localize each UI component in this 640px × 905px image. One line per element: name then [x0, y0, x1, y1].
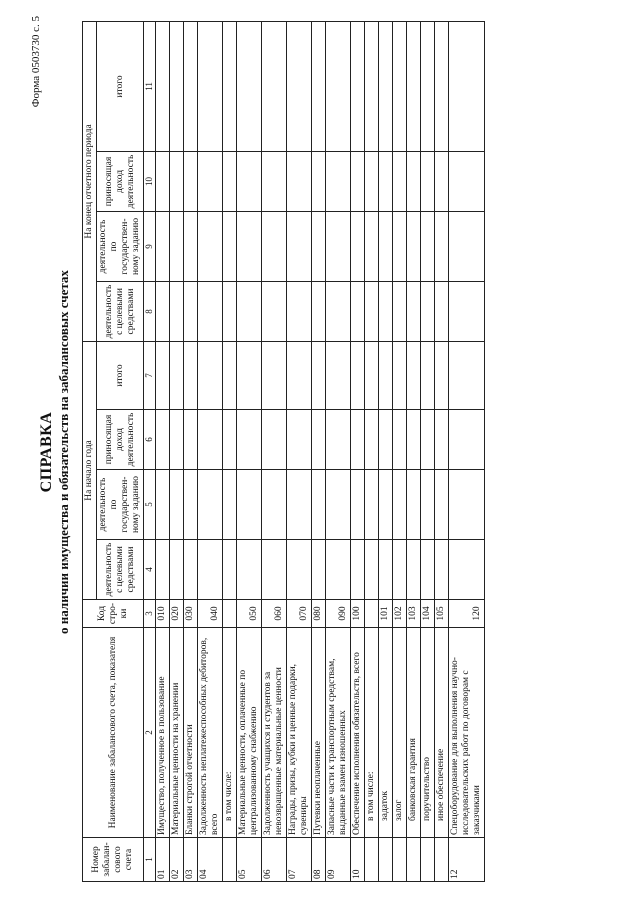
header-start-state: деятельность по государствен-ному заданию	[97, 470, 144, 540]
column-number: 11	[144, 21, 156, 151]
value-cell	[393, 281, 407, 341]
document-subtitle: о наличии имущества и обязательств на забалансовых счетах	[56, 270, 71, 634]
table-row	[262, 21, 287, 881]
value-cell	[184, 151, 198, 211]
table-body	[156, 21, 485, 881]
header-start-total: итого	[97, 341, 144, 409]
value-cell	[421, 21, 435, 151]
value-cell	[393, 21, 407, 151]
account-number-cell: 12	[449, 838, 485, 882]
line-code-cell: 090	[326, 600, 351, 628]
account-number-cell	[393, 838, 407, 882]
document-title: СПРАВКА	[38, 411, 55, 493]
line-code-cell: 030	[184, 600, 198, 628]
table-row	[435, 21, 449, 881]
account-number-cell: 04	[198, 838, 223, 882]
value-cell	[379, 341, 393, 409]
indicator-name-cell: Задолженность неплатежеспособных дебиторов, всего	[198, 628, 223, 838]
value-cell	[170, 281, 184, 341]
value-cell	[351, 151, 365, 211]
value-cell	[365, 341, 379, 409]
value-cell	[170, 151, 184, 211]
value-cell	[326, 281, 351, 341]
value-cell	[326, 341, 351, 409]
value-cell	[287, 410, 312, 470]
value-cell	[351, 21, 365, 151]
indicator-name-cell: Задолженность учащихся и студентов за невозвращенные материальные ценности	[262, 628, 287, 838]
value-cell	[262, 341, 287, 409]
line-code-cell	[223, 600, 237, 628]
value-cell	[393, 341, 407, 409]
table-row	[379, 21, 393, 881]
value-cell	[237, 540, 262, 600]
value-cell	[379, 21, 393, 151]
value-cell	[326, 211, 351, 281]
value-cell	[198, 540, 223, 600]
value-cell	[407, 410, 421, 470]
column-number: 5	[144, 470, 156, 540]
value-cell	[365, 211, 379, 281]
account-number-cell	[365, 838, 379, 882]
value-cell	[198, 410, 223, 470]
value-cell	[287, 211, 312, 281]
table-row	[351, 21, 365, 881]
value-cell	[170, 470, 184, 540]
value-cell	[184, 470, 198, 540]
value-cell	[435, 540, 449, 600]
table-row	[326, 21, 351, 881]
value-cell	[435, 21, 449, 151]
value-cell	[223, 540, 237, 600]
indicator-name-cell: Спецоборудование для выполнения научно-исследовательских работ по договорам с заказчиками	[449, 628, 485, 838]
line-code-cell: 105	[435, 600, 449, 628]
value-cell	[326, 470, 351, 540]
value-cell	[351, 470, 365, 540]
table-row	[237, 21, 262, 881]
table-row	[407, 21, 421, 881]
value-cell	[407, 21, 421, 151]
indicator-name-cell: залог	[393, 628, 407, 838]
value-cell	[223, 281, 237, 341]
value-cell	[237, 281, 262, 341]
account-number-cell	[421, 838, 435, 882]
value-cell	[449, 21, 485, 151]
value-cell	[184, 540, 198, 600]
value-cell	[262, 540, 287, 600]
table-row	[287, 21, 312, 881]
value-cell	[156, 211, 170, 281]
value-cell	[198, 281, 223, 341]
indicator-name-cell: в том числе:	[365, 628, 379, 838]
value-cell	[393, 211, 407, 281]
value-cell	[407, 540, 421, 600]
header-end-target: деятельность с целевыми средствами	[97, 281, 144, 341]
value-cell	[198, 211, 223, 281]
line-code-cell: 060	[262, 600, 287, 628]
value-cell	[156, 540, 170, 600]
table-row	[365, 21, 379, 881]
value-cell	[223, 21, 237, 151]
column-number: 1	[144, 838, 156, 882]
value-cell	[393, 151, 407, 211]
value-cell	[326, 540, 351, 600]
value-cell	[435, 410, 449, 470]
line-code-cell: 020	[170, 600, 184, 628]
value-cell	[421, 410, 435, 470]
value-cell	[421, 211, 435, 281]
value-cell	[365, 151, 379, 211]
value-cell	[156, 341, 170, 409]
header-end-total: итого	[97, 21, 144, 151]
value-cell	[365, 470, 379, 540]
value-cell	[407, 211, 421, 281]
value-cell	[407, 470, 421, 540]
value-cell	[421, 281, 435, 341]
value-cell	[449, 211, 485, 281]
indicator-name-cell: Имущество, полученное в пользование	[156, 628, 170, 838]
table-row	[170, 21, 184, 881]
value-cell	[156, 151, 170, 211]
value-cell	[262, 21, 287, 151]
indicator-name-cell: Бланки строгой отчетности	[184, 628, 198, 838]
value-cell	[393, 540, 407, 600]
value-cell	[449, 540, 485, 600]
value-cell	[421, 341, 435, 409]
line-code-cell: 040	[198, 600, 223, 628]
value-cell	[365, 410, 379, 470]
value-cell	[449, 470, 485, 540]
value-cell	[223, 211, 237, 281]
line-code-cell: 010	[156, 600, 170, 628]
indicator-name-cell: в том числе:	[223, 628, 237, 838]
account-number-cell: 06	[262, 838, 287, 882]
line-code-cell: 101	[379, 600, 393, 628]
value-cell	[379, 281, 393, 341]
value-cell	[379, 151, 393, 211]
value-cell	[156, 281, 170, 341]
value-cell	[287, 341, 312, 409]
header-end-of-period: На конец отчетного периода	[83, 21, 97, 341]
column-number: 7	[144, 341, 156, 409]
value-cell	[326, 410, 351, 470]
value-cell	[262, 470, 287, 540]
value-cell	[237, 470, 262, 540]
table-row	[449, 21, 485, 881]
value-cell	[407, 281, 421, 341]
value-cell	[223, 341, 237, 409]
value-cell	[393, 470, 407, 540]
value-cell	[435, 151, 449, 211]
value-cell	[223, 470, 237, 540]
indicator-name-cell: задаток	[379, 628, 393, 838]
value-cell	[421, 540, 435, 600]
value-cell	[312, 281, 326, 341]
value-cell	[312, 151, 326, 211]
account-number-cell: 03	[184, 838, 198, 882]
value-cell	[393, 410, 407, 470]
value-cell	[351, 281, 365, 341]
account-number-cell	[407, 838, 421, 882]
value-cell	[170, 410, 184, 470]
header-name: Наименование забалансового счета, показателя	[83, 628, 144, 838]
value-cell	[407, 151, 421, 211]
account-number-cell: 05	[237, 838, 262, 882]
value-cell	[421, 151, 435, 211]
value-cell	[287, 281, 312, 341]
value-cell	[379, 410, 393, 470]
header-code: Код стро-ки	[83, 600, 144, 628]
line-code-cell: 050	[237, 600, 262, 628]
value-cell	[312, 470, 326, 540]
indicator-name-cell: Награды, призы, кубки и ценные подарки, сувениры	[287, 628, 312, 838]
account-number-cell: 07	[287, 838, 312, 882]
value-cell	[170, 540, 184, 600]
value-cell	[223, 151, 237, 211]
header-number: Номер забалан-сового счета	[83, 838, 144, 882]
value-cell	[312, 21, 326, 151]
column-number: 6	[144, 410, 156, 470]
value-cell	[312, 341, 326, 409]
value-cell	[351, 211, 365, 281]
header-start-income: приносящая доход деятельность	[97, 410, 144, 470]
indicator-name-cell: Запасные части к транспортным средствам, выданные взамен изношенных	[326, 628, 351, 838]
value-cell	[421, 470, 435, 540]
table-row	[184, 21, 198, 881]
table-row	[223, 21, 237, 881]
account-number-cell: 10	[351, 838, 365, 882]
account-number-cell: 02	[170, 838, 184, 882]
value-cell	[237, 211, 262, 281]
table-row	[156, 21, 170, 881]
column-number: 8	[144, 281, 156, 341]
value-cell	[287, 470, 312, 540]
value-cell	[287, 151, 312, 211]
value-cell	[435, 281, 449, 341]
value-cell	[379, 211, 393, 281]
indicator-name-cell: поручительство	[421, 628, 435, 838]
value-cell	[198, 341, 223, 409]
account-number-cell: 01	[156, 838, 170, 882]
value-cell	[198, 470, 223, 540]
off-balance-table	[82, 21, 485, 882]
account-number-cell	[435, 838, 449, 882]
value-cell	[365, 21, 379, 151]
account-number-cell: 09	[326, 838, 351, 882]
value-cell	[351, 410, 365, 470]
column-number: 10	[144, 151, 156, 211]
column-number: 3	[144, 600, 156, 628]
table-row	[393, 21, 407, 881]
indicator-name-cell: иное обеспечение	[435, 628, 449, 838]
value-cell	[287, 540, 312, 600]
value-cell	[262, 281, 287, 341]
value-cell	[287, 21, 312, 151]
value-cell	[379, 540, 393, 600]
header-start-target: деятельность с целевыми средствами	[97, 540, 144, 600]
value-cell	[184, 211, 198, 281]
value-cell	[365, 281, 379, 341]
value-cell	[184, 410, 198, 470]
value-cell	[435, 341, 449, 409]
value-cell	[435, 211, 449, 281]
rotated-page	[30, 12, 600, 892]
value-cell	[184, 21, 198, 151]
value-cell	[326, 151, 351, 211]
value-cell	[262, 151, 287, 211]
account-number-cell	[223, 838, 237, 882]
form-code: Форма 0503730 с. 5	[30, 16, 42, 108]
value-cell	[156, 470, 170, 540]
indicator-name-cell: Путевки неоплаченные	[312, 628, 326, 838]
value-cell	[262, 211, 287, 281]
account-number-cell: 08	[312, 838, 326, 882]
value-cell	[198, 21, 223, 151]
value-cell	[326, 21, 351, 151]
header-end-state: деятельность по государствен-ному заданию	[97, 211, 144, 281]
line-code-cell: 104	[421, 600, 435, 628]
line-code-cell: 070	[287, 600, 312, 628]
value-cell	[223, 410, 237, 470]
value-cell	[449, 410, 485, 470]
table-row	[421, 21, 435, 881]
header-end-income: приносящая доход деятельность	[97, 151, 144, 211]
line-code-cell: 102	[393, 600, 407, 628]
value-cell	[237, 341, 262, 409]
value-cell	[449, 151, 485, 211]
value-cell	[365, 540, 379, 600]
line-code-cell: 103	[407, 600, 421, 628]
header-start-of-year: На начало года	[83, 341, 97, 599]
table-row	[312, 21, 326, 881]
value-cell	[170, 21, 184, 151]
column-number: 4	[144, 540, 156, 600]
line-code-cell: 100	[351, 600, 365, 628]
value-cell	[156, 410, 170, 470]
value-cell	[237, 151, 262, 211]
value-cell	[312, 211, 326, 281]
value-cell	[237, 410, 262, 470]
value-cell	[312, 540, 326, 600]
value-cell	[449, 281, 485, 341]
value-cell	[379, 470, 393, 540]
value-cell	[407, 341, 421, 409]
value-cell	[184, 281, 198, 341]
table-row	[198, 21, 223, 881]
column-number-row	[144, 21, 156, 881]
indicator-name-cell: Материальные ценности, оплаченные по централизованному снабжению	[237, 628, 262, 838]
indicator-name-cell: банковская гарантия	[407, 628, 421, 838]
value-cell	[184, 341, 198, 409]
value-cell	[262, 410, 287, 470]
indicator-name-cell: Материальные ценности на хранении	[170, 628, 184, 838]
value-cell	[156, 21, 170, 151]
line-code-cell: 120	[449, 600, 485, 628]
line-code-cell	[365, 600, 379, 628]
column-number: 9	[144, 211, 156, 281]
line-code-cell: 080	[312, 600, 326, 628]
value-cell	[449, 341, 485, 409]
value-cell	[435, 470, 449, 540]
column-number: 2	[144, 628, 156, 838]
value-cell	[312, 410, 326, 470]
value-cell	[351, 540, 365, 600]
value-cell	[170, 341, 184, 409]
value-cell	[170, 211, 184, 281]
value-cell	[198, 151, 223, 211]
account-number-cell	[379, 838, 393, 882]
indicator-name-cell: Обеспечение исполнения обязательств, всего	[351, 628, 365, 838]
value-cell	[351, 341, 365, 409]
value-cell	[237, 21, 262, 151]
